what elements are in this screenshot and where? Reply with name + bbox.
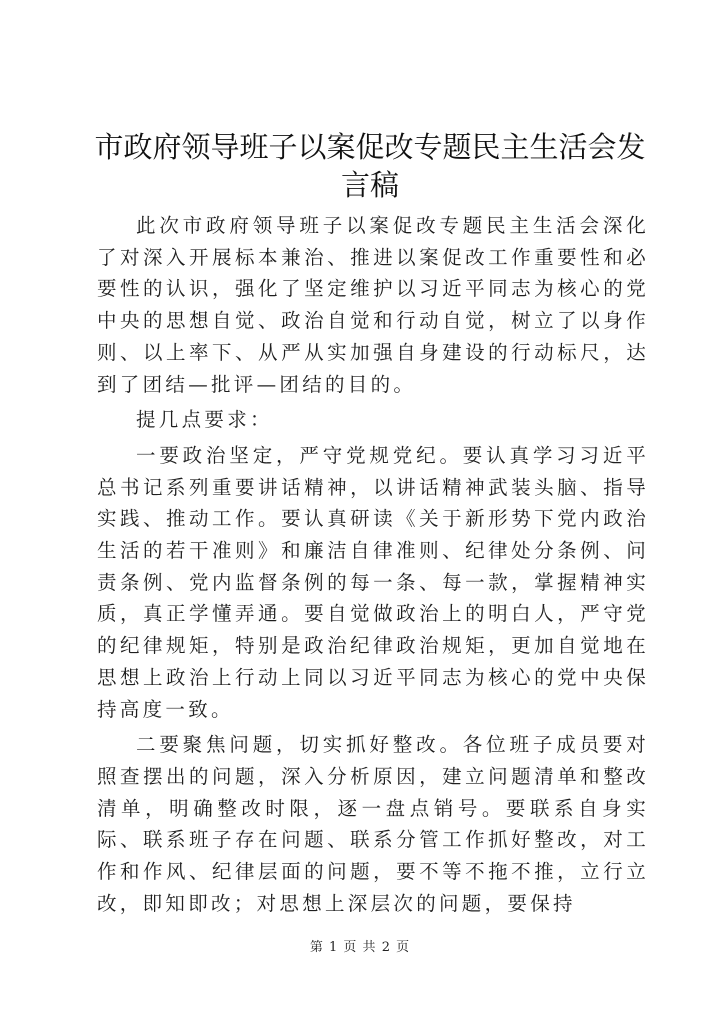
paragraph-requirements-heading: 提几点要求： — [136, 408, 273, 432]
paragraph-requirement-1: 一要政治坚定，严守党规党纪。要认真学习习近平总书记系列重要讲话精神，以讲话精神武装头脑、指导实践、推动工作。要认真研读《关于新形势下党内政治生活的若干准则》和廉洁自律准则、纪律处分条例、问责条例、党内监督条例的每一条、每一款，掌握精神实质，真正学懂弄通。要自觉做政治上的明白人，严守党的纪律规矩，特别是政治纪律政治规矩，更加自觉地在思想上政治上行动上同以习近平同志为核心的党中央保持高度一致。 — [97, 443, 649, 721]
document-body — [97, 210, 649, 919]
paragraph-requirement-2: 二要聚焦问题，切实抓好整改。各位班子成员要对照查摆出的问题，深入分析原因，建立问题清单和整改清单，明确整改时限，逐一盘点销号。要联系自身实际、联系班子存在问题、联系分管工作抓好整改，对工作和作风、纪律层面的问题，要不等不拖不推，立行立改，即知即改；对思想上深层次的问题，要保持 — [97, 733, 649, 915]
paragraph-intro: 此次市政府领导班子以案促改专题民主生活会深化了对深入开展标本兼治、推进以案促改工作重要性和必要性的认识，强化了坚定维护以习近平同志为核心的党中央的思想自觉、政治自觉和行动自觉，树立了以身作则、以上率下、从严从实加强自身建设的行动标尺，达到了团结—批评—团结的目的。 — [97, 214, 649, 396]
document-title: 市政府领导班子以案促改专题民主生活会发言稿 — [94, 130, 646, 202]
page-number-footer: 第 1 页 共 2 页 — [309, 940, 411, 955]
